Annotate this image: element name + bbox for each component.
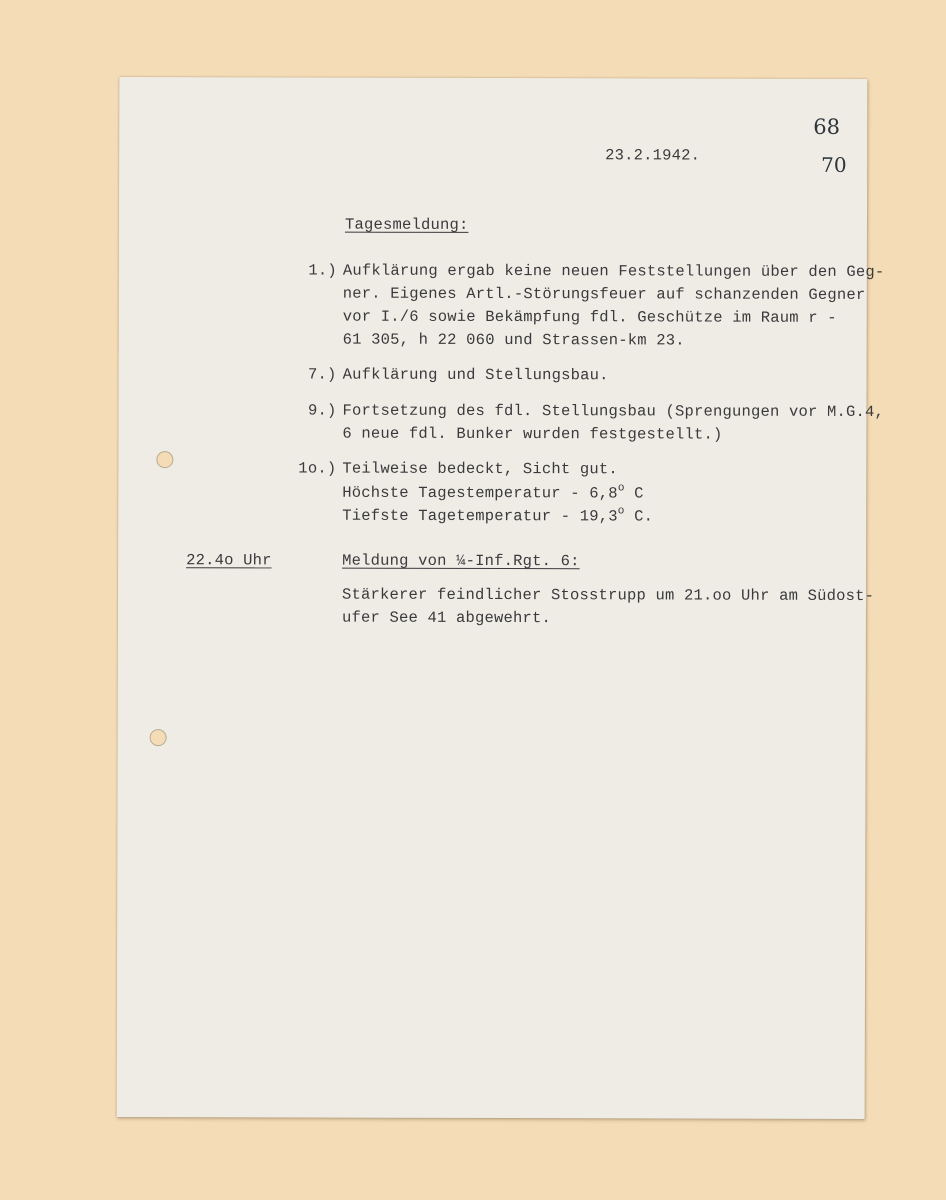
- document-date: 23.2.1942.: [605, 146, 701, 165]
- degree-sign: o: [617, 505, 625, 518]
- report-item-9: [119, 401, 885, 444]
- temperature-low-line: [342, 506, 653, 526]
- evening-heading: Meldung von ¼-Inf.Rgt. 6:: [342, 551, 580, 571]
- report-item-10: [118, 459, 866, 526]
- evening-line: Stärkerer feindlicher Stosstrupp um 21.oo Uhr am Südost-: [341, 585, 875, 606]
- evening-line: ufer See 41 abgewehrt.: [341, 608, 552, 628]
- item-line: Aufklärung und Stellungsbau.: [342, 365, 609, 385]
- folio-number-bottom: 70: [821, 152, 847, 177]
- item-number: 7.): [308, 365, 337, 384]
- punch-hole-upper: [156, 451, 173, 468]
- item-line: ner. Eigenes Artl.-Störungsfeuer auf schanzenden Gegner: [342, 284, 866, 304]
- item-line: vor I./6 sowie Bekämpfung fdl. Geschütze im Raum r -: [342, 307, 837, 327]
- item-number: 1.): [308, 261, 337, 280]
- degree-sign: o: [617, 482, 625, 495]
- report-item-1: [119, 261, 885, 350]
- temperature-low-unit: C.: [624, 507, 654, 526]
- item-line: Teilweise bedeckt, Sicht gut.: [342, 459, 618, 479]
- report-heading: Tagesmeldung:: [344, 215, 469, 234]
- punch-hole-lower: [150, 729, 167, 746]
- document-page: [117, 77, 885, 1119]
- temperature-low-value: Tiefste Tagetemperatur - 19,3: [342, 506, 618, 526]
- report-item-7: [119, 365, 867, 385]
- item-number: 1o.): [298, 459, 337, 478]
- evening-time: 22.4o Uhr: [186, 551, 272, 570]
- item-number: 9.): [307, 401, 337, 420]
- temperature-high-unit: C: [624, 484, 644, 503]
- temperature-high-line: [342, 483, 643, 503]
- folio-number-top: 68: [813, 114, 841, 139]
- item-line: Fortsetzung des fdl. Stellungsbau (Sprengungen vor M.G.4,: [342, 401, 885, 422]
- temperature-high-value: Höchste Tagestemperatur - 6,8: [342, 483, 618, 503]
- item-line: 6 neue fdl. Bunker wurden festgestellt.): [342, 424, 723, 444]
- item-line: Aufklärung ergab keine neuen Feststellungen über den Geg-: [342, 261, 885, 282]
- item-line: 61 305, h 22 060 und Strassen-km 23.: [342, 330, 685, 350]
